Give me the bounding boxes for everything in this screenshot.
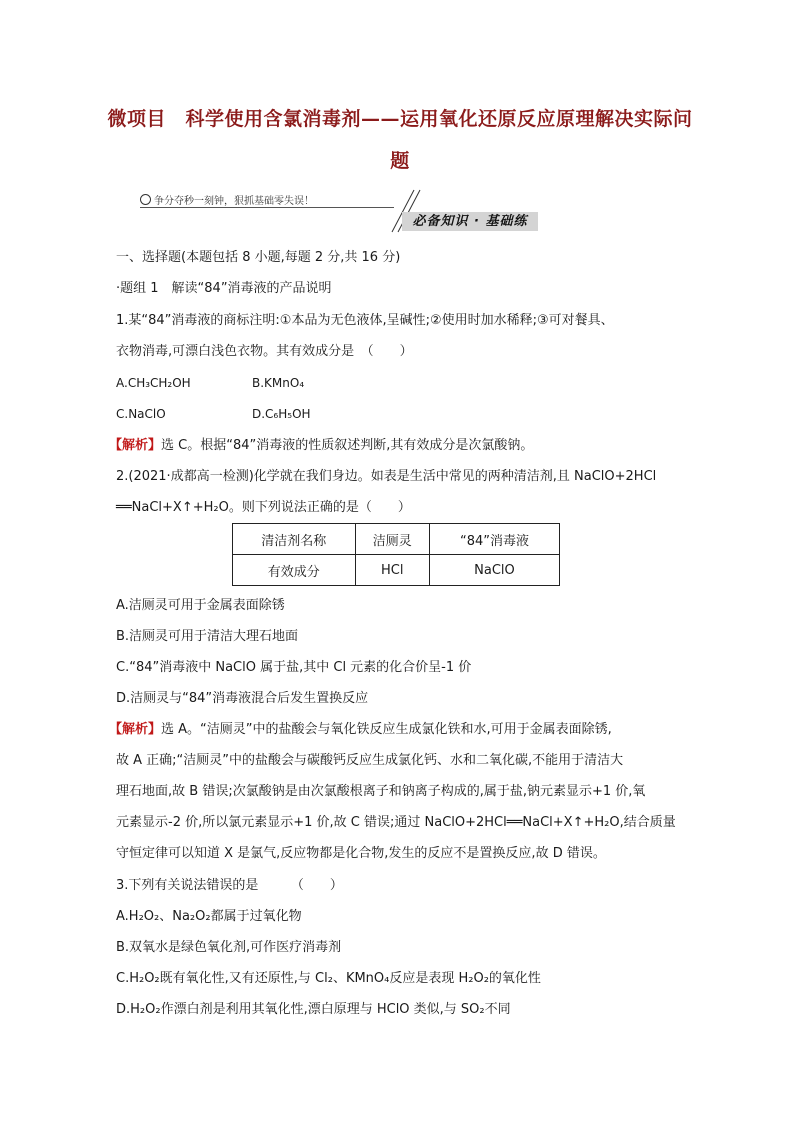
q1-analysis xyxy=(109,437,533,455)
q1-analysis-label: 【解析】 xyxy=(109,438,162,453)
banner-divider xyxy=(140,207,394,208)
banner-label: 必备知识 · 基础练 xyxy=(402,212,538,231)
q2-analysis-line1 xyxy=(109,721,612,739)
section-banner xyxy=(140,188,540,234)
q1-option-d: D.C₆H₅OH xyxy=(252,407,311,421)
q2-option-d: D.洁厕灵与“84”消毒液混合后发生置换反应 xyxy=(116,691,369,706)
banner-slogan-text: 争分夺秒一刻钟，狠抓基础零失误！ xyxy=(154,196,314,207)
q1-stem-line2: 衣物消毒,可漂白浅色衣物。其有效成分是 （ ） xyxy=(116,344,413,359)
banner-slogan xyxy=(140,192,314,207)
table-row xyxy=(233,555,560,586)
group-heading: ·题组 1 解读“84”消毒液的产品说明 xyxy=(116,281,332,296)
q2-option-b: B.洁厕灵可用于清洁大理石地面 xyxy=(116,629,299,644)
q3-option-b: B.双氧水是绿色氧化剂,可作医疗消毒剂 xyxy=(116,940,342,955)
table-cell-naclo: NaClO xyxy=(429,555,559,586)
page-title-line2: 题 xyxy=(390,150,410,172)
q3-option-c: C.H₂O₂既有氧化性,又有还原性,与 Cl₂、KMnO₄反应是表现 H₂O₂的氧化性 xyxy=(116,971,541,986)
q1-stem-line1: 1.某“84”消毒液的商标注明:①本品为无色液体,呈碱性;②使用时加水稀释;③可对餐具、 xyxy=(116,313,614,328)
q2-analysis-line3: 理石地面,故 B 错误;次氯酸钠是由次氯酸根离子和钠离子构成的,属于盐,钠元素显示+1 价,氧 xyxy=(116,784,646,799)
q2-option-c: C.“84”消毒液中 NaClO 属于盐,其中 Cl 元素的化合价呈-1 价 xyxy=(116,660,472,675)
table-header-cleaner: 洁厕灵 xyxy=(355,524,429,555)
q3-option-a: A.H₂O₂、Na₂O₂都属于过氧化物 xyxy=(116,909,302,924)
q1-analysis-text: 选 C。根据“84”消毒液的性质叙述判断,其有效成分是次氯酸钠。 xyxy=(161,438,534,453)
table-row xyxy=(233,524,560,555)
table-header-84: “84”消毒液 xyxy=(429,524,559,555)
q3-stem: 3.下列有关说法错误的是 （ ） xyxy=(116,878,343,893)
q2-analysis-line4: 元素显示-2 价,所以氯元素显示+1 价,故 C 错误;通过 NaClO+2HCl══NaCl+X↑+H₂O,结合质量 xyxy=(116,815,676,830)
q1-option-c: C.NaClO xyxy=(116,407,166,421)
q2-analysis-line5: 守恒定律可以知道 X 是氯气,反应物都是化合物,发生的反应不是置换反应,故 D 错误。 xyxy=(116,846,606,861)
q2-option-a: A.洁厕灵可用于金属表面除锈 xyxy=(116,598,285,613)
section-heading: 一、选择题(本题包括 8 小题,每题 2 分,共 16 分) xyxy=(116,250,401,265)
table-header-name: 清洁剂名称 xyxy=(233,524,356,555)
cleaner-table xyxy=(232,523,560,586)
q2-stem-line2: ══NaCl+X↑+H₂O。则下列说法正确的是（ ） xyxy=(116,500,411,515)
q2-stem-line1: 2.(2021·成都高一检测)化学就在我们身边。如表是生活中常见的两种清洁剂,且 NaClO+2HCl xyxy=(116,469,657,484)
q1-option-b: B.KMnO₄ xyxy=(252,376,305,390)
q1-option-a: A.CH₃CH₂OH xyxy=(116,376,191,390)
table-cell-label: 有效成分 xyxy=(233,555,356,586)
table-cell-hcl: HCl xyxy=(355,555,429,586)
q2-analysis-label: 【解析】 xyxy=(109,722,162,737)
clock-icon xyxy=(140,194,151,205)
q2-analysis-text: 选 A。“洁厕灵”中的盐酸会与氧化铁反应生成氯化铁和水,可用于金属表面除锈, xyxy=(161,722,612,737)
q3-option-d: D.H₂O₂作漂白剂是利用其氧化性,漂白原理与 HClO 类似,与 SO₂不同 xyxy=(116,1002,511,1017)
page-title-line1: 微项目 科学使用含氯消毒剂——运用氧化还原反应原理解决实际问 xyxy=(107,108,693,130)
q2-analysis-line2: 故 A 正确;“洁厕灵”中的盐酸会与碳酸钙反应生成氯化钙、水和二氧化碳,不能用于清洁大 xyxy=(116,753,624,768)
